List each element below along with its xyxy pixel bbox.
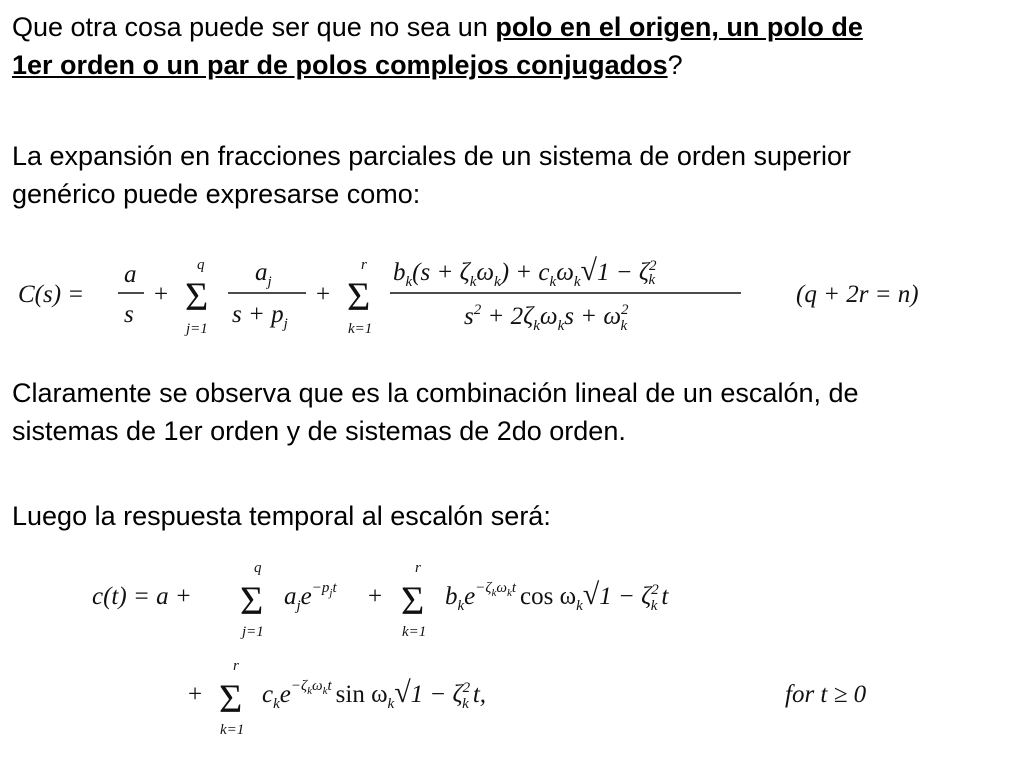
eq2-sum1-upper: q: [254, 560, 262, 576]
eq2-lhs: c(t) = a +: [92, 583, 192, 610]
eq1-sum2-upper: r: [361, 257, 367, 273]
eq1-condition: (q + 2r = n): [796, 281, 919, 308]
eq2-sum2-upper: r: [415, 560, 421, 576]
partial-fraction-equation: [14, 248, 974, 340]
eq1-sum1-lower: j=1: [186, 321, 208, 337]
eq1-term-a-den: s: [124, 301, 134, 328]
time-response-equation: [92, 556, 922, 746]
expansion-intro-paragraph: [12, 137, 1002, 213]
eq1-sum2-lower: k=1: [348, 321, 373, 337]
eq2-sum3-lower: k=1: [220, 722, 245, 738]
eq2-sum1-lower: j=1: [242, 624, 264, 640]
eq2-sum1-term: $a_je^{-p}jt$: [284, 580, 337, 614]
eq1-sum2-denominator: $s^2 + 2\zeta_k\omega_ks + \omega^2$ k: [464, 302, 629, 334]
eq1-term-a-num: a: [124, 261, 137, 288]
eq1-sum2-sigma: Σ: [347, 274, 371, 319]
observation-paragraph: [12, 374, 1002, 450]
question-emphasis-line1: polo en el origen, un polo de: [495, 12, 863, 42]
step-response-intro: Luego la respuesta temporal al escalón será:: [12, 501, 551, 531]
eq2-plus-2: +: [188, 681, 203, 708]
question-suffix: ?: [667, 50, 683, 80]
eq2-sum1-sigma: Σ: [240, 578, 264, 623]
eq2-sum3-term: $c_ke^{-\zeta}k\omega kt$ $\sin \omega_k√1 - \zeta^2$ k t,: [262, 676, 487, 712]
observation-line2: sistemas de 1er orden y de sistemas de 2do orden.: [12, 416, 626, 446]
question-paragraph: [12, 8, 1002, 84]
expansion-intro-line1: La expansión en fracciones parciales de un sistema de orden superior: [12, 141, 852, 171]
eq2-sum2-sigma: Σ: [401, 578, 425, 623]
eq1-lhs: C(s) =: [18, 281, 85, 308]
eq2-sum3-upper: r: [233, 658, 239, 674]
partial-fraction-equation-svg: [14, 248, 974, 340]
eq2-sum2-term: $b_ke^{-\zeta}k\omega kt$ $\cos \omega_k√1 - \zeta^2$ k t: [445, 578, 669, 614]
eq2-condition: for t ≥ 0: [785, 681, 867, 708]
question-prefix: Que otra cosa puede ser que no sea un: [12, 12, 496, 42]
eq1-sum2-numerator: $b_k(s + \zeta_k\omega_k) + c_k\omega_k√1 - \zeta^2$ k: [393, 254, 657, 290]
eq1-plus-2: +: [316, 281, 331, 308]
eq1-sum1-sigma: Σ: [185, 274, 209, 319]
eq2-sum2-lower: k=1: [402, 624, 427, 640]
expansion-intro-line2: genérico puede expresarse como:: [12, 179, 421, 209]
observation-line1: Claramente se observa que es la combinación lineal de un escalón, de: [12, 378, 859, 408]
eq1-plus-1: +: [154, 281, 169, 308]
eq1-sum1-upper: q: [197, 257, 205, 273]
eq1-sum1-den: $s + p_j$: [232, 301, 288, 332]
time-response-equation-svg: [92, 556, 922, 746]
eq2-sum3-sigma: Σ: [219, 676, 243, 721]
eq2-plus-1: +: [368, 583, 383, 610]
question-emphasis-line2: 1er orden o un par de polos complejos conjugados: [12, 50, 668, 80]
eq1-sum1-num: $a_j$: [255, 259, 272, 290]
